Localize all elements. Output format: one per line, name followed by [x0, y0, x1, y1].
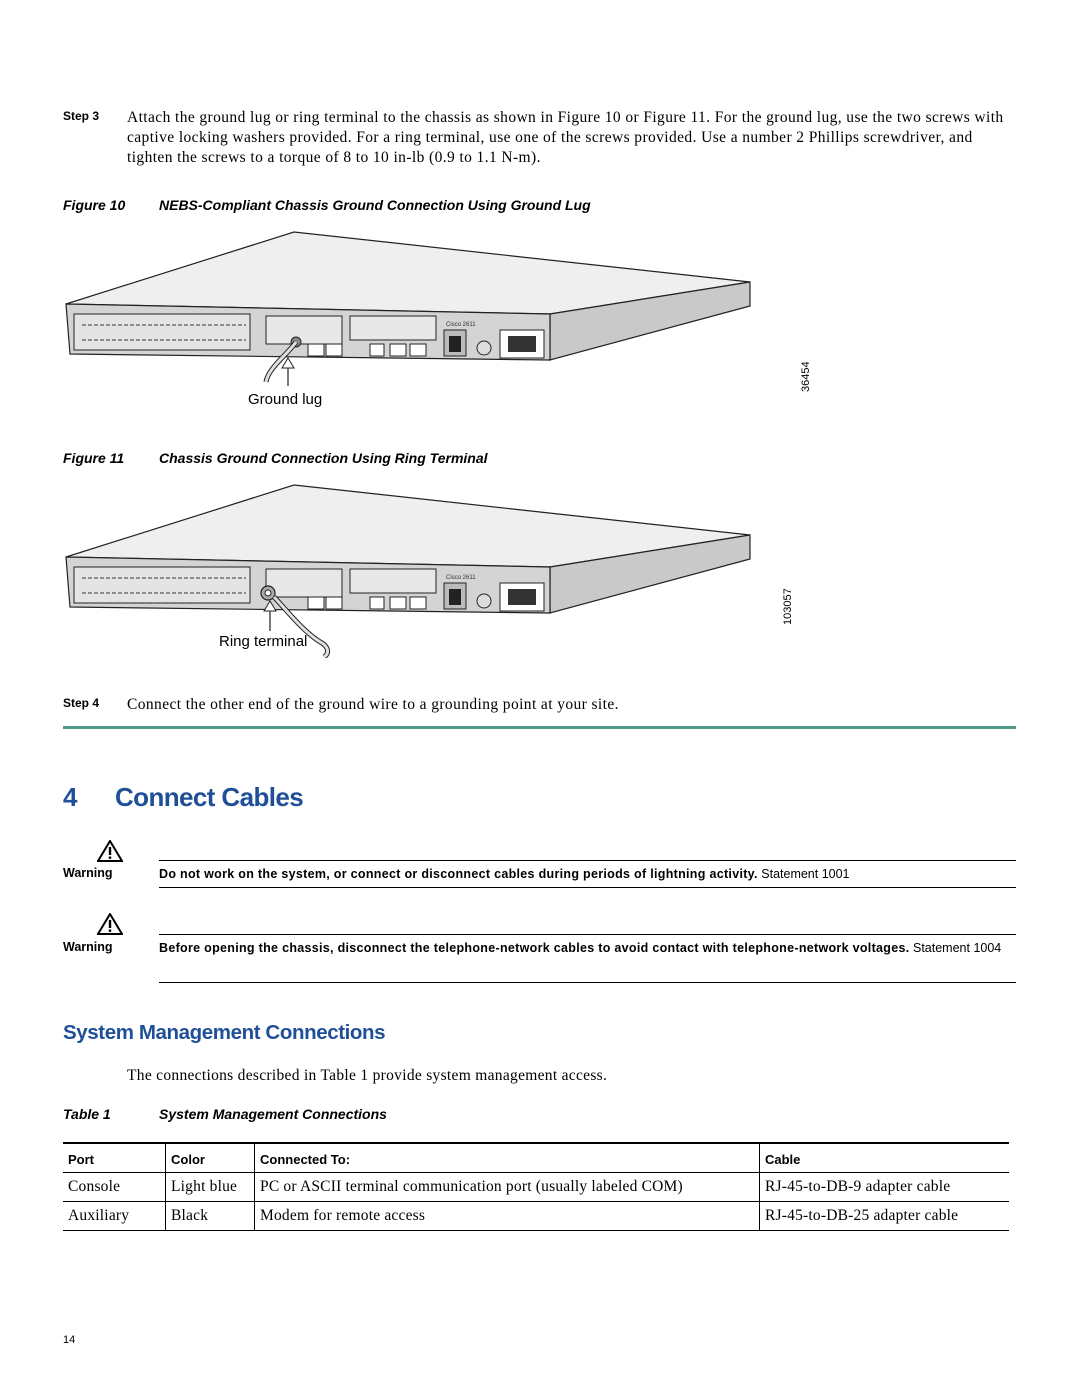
warning-text [159, 864, 1016, 884]
table-cell: Auxiliary [63, 1202, 166, 1231]
warning-label: Warning [63, 866, 113, 880]
figure-title: NEBS-Compliant Chassis Ground Connection Using Ground Lug [159, 197, 591, 213]
figure-number: Figure 11 [63, 450, 125, 466]
figure-10-caption [63, 197, 591, 213]
table-number: Table 1 [63, 1106, 111, 1122]
warning-icon [97, 840, 123, 862]
table-cell: RJ-45-to-DB-25 adapter cable [760, 1202, 1010, 1231]
step-text: Attach the ground lug or ring terminal to the chassis as shown in Figure 10 or Figure 11. For the ground lug, use the two screws with captive locking washers provided. For a ring terminal, use one of the screws provided. Use a number 2 Phillips screwdriver, and tighten the screws to a torque of 8 to 10 in-lb (0.9 to 1.1 N-m). [127, 109, 1004, 166]
warning-top-rule [159, 934, 1016, 935]
warning-bottom-rule [159, 887, 1016, 888]
page-number: 14 [63, 1334, 76, 1346]
figure-title: Chassis Ground Connection Using Ring Terminal [159, 450, 488, 466]
section-title: Connect Cables [115, 782, 304, 812]
section-number: 4 [63, 782, 77, 812]
column-header: Connected To: [255, 1143, 760, 1173]
device-label: Cisco 2611 [446, 575, 476, 581]
table-header-row [63, 1143, 1009, 1173]
section-heading [63, 782, 303, 813]
warning-bottom-rule [159, 982, 1016, 983]
step-label: Step 4 [63, 696, 100, 710]
table-caption [63, 1106, 387, 1122]
figure-id: 36454 [800, 361, 812, 392]
warning-bold-text: Before opening the chassis, disconnect the telephone-network cables to avoid contact with telephone-network voltages. [159, 941, 910, 955]
figure-id: 103057 [782, 588, 794, 625]
warning-top-rule [159, 860, 1016, 861]
figure-number: Figure 10 [63, 197, 126, 213]
table-cell: RJ-45-to-DB-9 adapter cable [760, 1173, 1010, 1202]
step-text: Connect the other end of the ground wire to a grounding point at your site. [127, 696, 619, 713]
step-4 [63, 695, 1013, 715]
table-cell: PC or ASCII terminal communication port (usually labeled COM) [255, 1173, 760, 1202]
column-header: Color [166, 1143, 255, 1173]
section-divider [63, 726, 1016, 729]
ground-lug-callout: Ground lug [248, 391, 323, 408]
warning-statement: Statement 1004 [909, 941, 1002, 955]
warning-statement: Statement 1001 [757, 867, 850, 881]
warning-icon [97, 913, 123, 935]
warning-bold-text: Do not work on the system, or connect or disconnect cables during periods of lightning activity. [159, 867, 758, 881]
device-label: Cisco 2611 [446, 322, 476, 328]
intro-paragraph: The connections described in Table 1 provide system management access. [127, 1067, 608, 1084]
table-row [63, 1202, 1009, 1231]
warning-text [159, 938, 1016, 958]
subsection-heading: System Management Connections [63, 1021, 386, 1044]
step-3 [63, 108, 1013, 168]
step-label: Step 3 [63, 109, 100, 123]
figure-11-caption [63, 450, 488, 466]
system-management-table [63, 1142, 1009, 1231]
column-header: Cable [760, 1143, 1010, 1173]
table-cell: Modem for remote access [255, 1202, 760, 1231]
table-row [63, 1173, 1009, 1202]
table-cell: Light blue [166, 1173, 255, 1202]
figure-11-illustration [60, 483, 800, 658]
column-header: Port [63, 1143, 166, 1173]
router-chassis-ring-terminal-drawing [60, 483, 800, 658]
table-cell: Black [166, 1202, 255, 1231]
table-title: System Management Connections [159, 1106, 387, 1122]
figure-10-illustration [60, 230, 820, 420]
table-cell: Console [63, 1173, 166, 1202]
ring-terminal-callout: Ring terminal [219, 633, 308, 650]
router-chassis-ground-lug-drawing [60, 230, 820, 420]
warning-label: Warning [63, 940, 113, 954]
